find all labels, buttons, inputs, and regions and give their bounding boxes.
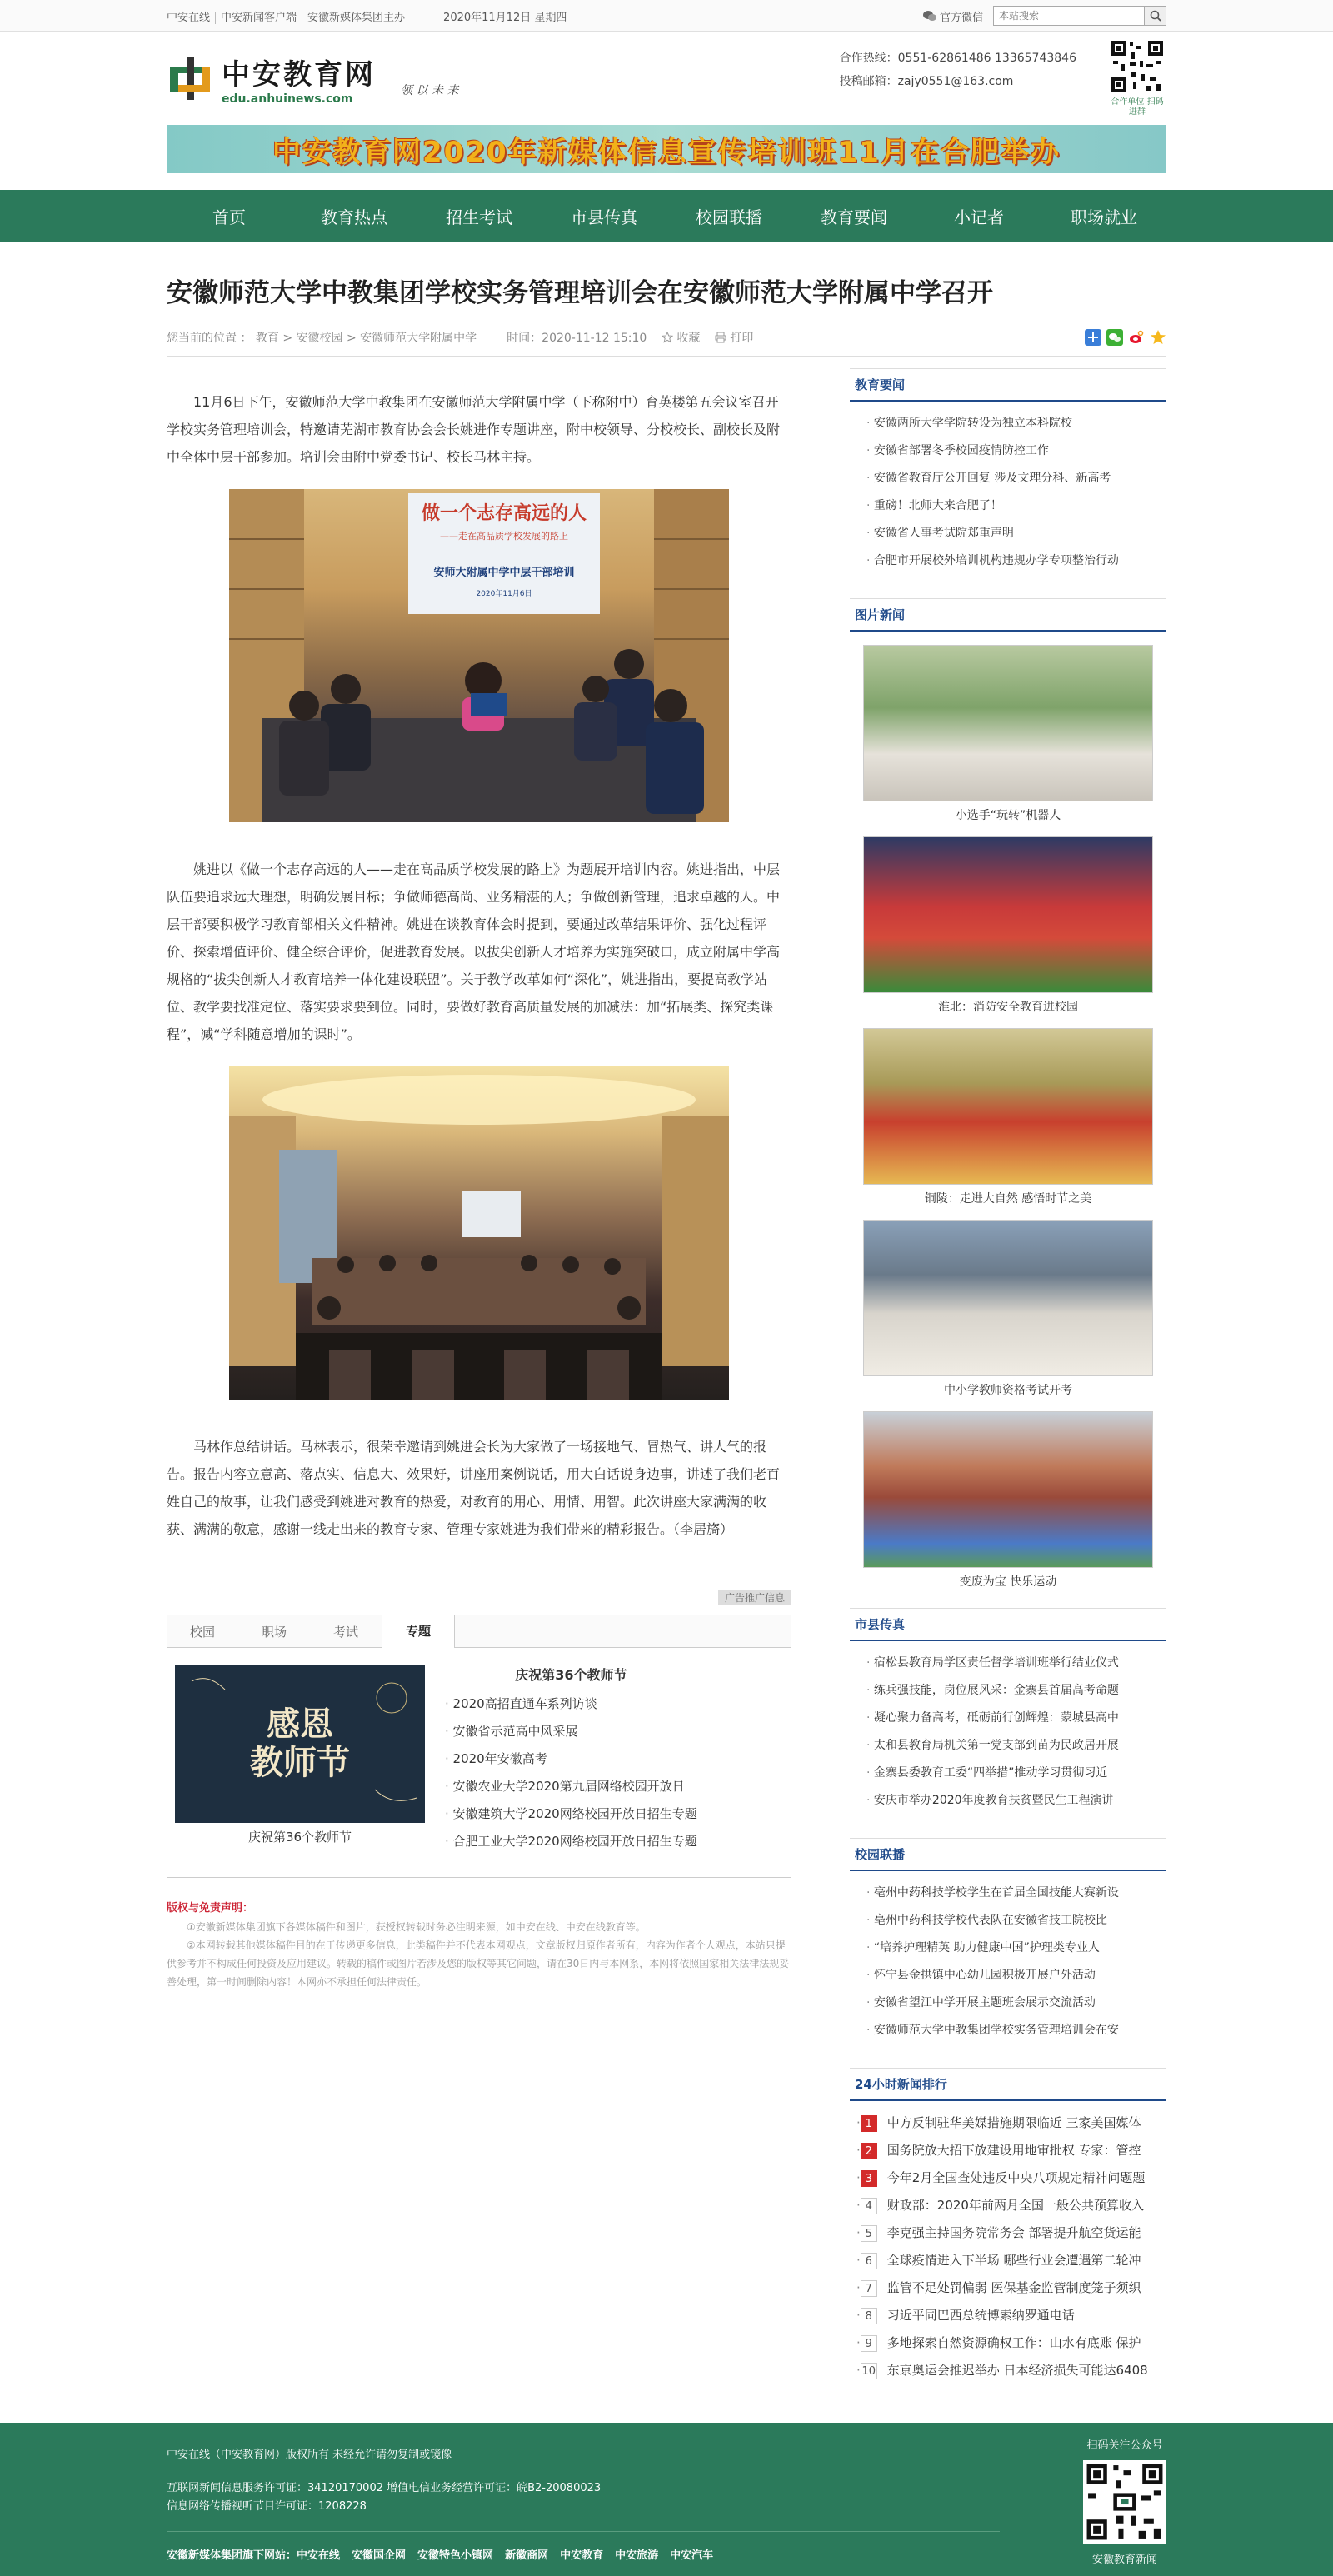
logo-mark-icon: [167, 55, 213, 102]
list-item[interactable]: · 怀宁县金拱镇中心幼儿园积极开展户外活动: [866, 1962, 1166, 1989]
footer-qr-title: 扫码关注公众号: [1086, 2439, 1163, 2452]
rank-item[interactable]: [850, 2164, 1166, 2192]
section-title-pic-news[interactable]: 图片新闻: [850, 598, 1166, 632]
list-item[interactable]: · 太和县教育局机关第一党支部到苗为民政居开展: [866, 1732, 1166, 1760]
main-nav: [0, 190, 1333, 242]
wechat-label: 官方微信: [939, 11, 983, 24]
section-title-rank: 24小时新闻排行: [850, 2068, 1166, 2101]
ad-tag-label: 广告推广信息: [718, 1590, 791, 1605]
list-item[interactable]: · 安徽两所大学学院转设为独立本科院校: [866, 410, 1166, 437]
topic-image-caption[interactable]: 庆祝第36个教师节: [247, 1830, 352, 1845]
rank-item[interactable]: [850, 2247, 1166, 2274]
list-item[interactable]: · 亳州中药科技学校代表队在安徽省技工院校比: [866, 1907, 1166, 1934]
list-item[interactable]: · 合肥市开展校外培训机构违规办学专项整治行动: [866, 547, 1166, 575]
topic-image-line1: 感恩: [267, 1705, 333, 1744]
topic-item[interactable]: · 安徽建筑大学2020网络校园开放日招生专题: [445, 1800, 697, 1828]
print-icon: [715, 332, 726, 343]
list-item[interactable]: · 安徽省部署冬季校园疫情防控工作: [866, 437, 1166, 465]
footer-link[interactable]: 中安旅游: [615, 2549, 659, 2562]
photo1-slide-footer: 安师大附属中学中层干部培训: [433, 567, 575, 579]
pic-news-item[interactable]: [863, 1028, 1153, 1206]
pic-news-caption: 中小学教师资格考试开考: [944, 1384, 1072, 1397]
tab-campus[interactable]: 校园: [190, 1624, 216, 1640]
topic-item[interactable]: · 安徽省示范高中风采展: [445, 1718, 697, 1745]
footer-qr-caption: 安徽教育新闻: [1091, 2554, 1157, 2566]
topic-image[interactable]: [175, 1665, 425, 1823]
rank-item[interactable]: [850, 2192, 1166, 2219]
pic-news-image: [863, 1028, 1153, 1185]
article-photo-1: [229, 489, 729, 822]
rank-item[interactable]: [850, 2137, 1166, 2164]
rank-item[interactable]: [850, 2302, 1166, 2329]
topic-item[interactable]: · 2020年安徽高考: [445, 1745, 697, 1773]
footer-link[interactable]: 新徽商网: [505, 2549, 549, 2562]
footer-license: 互联网新闻信息服务许可证：34120170002 增值电信业务经营许可证：皖B2-20080023: [167, 2482, 602, 2494]
nav-edu-hot[interactable]: 教育热点: [321, 207, 387, 227]
footer-link[interactable]: 安徽国企网: [352, 2549, 407, 2562]
article-paragraph: 马林作总结讲话。马林表示，很荣幸邀请到姚进会长为大家做了一场接地气、冒热气、讲人气的报告。报告内容立意高、落点实、信息大、效果好，讲座用案例说话，用大白话说身边事，讲述了我们老百姓自己的故事，让我们感受到姚进对教育的热爱，对教育的用心、用情、用智。此次讲座大家满满的收获、满满的敬意，感谢一线走出来的教育专家、管理专家姚进为我们带来的精彩报告。（李居旖）: [167, 1439, 781, 1537]
header-qr-caption: 合作单位 扫码进群: [1111, 97, 1164, 117]
article-paragraph: 11月6日下午，安徽师范大学中教集团在安徽师范大学附属中学（下称附中）育英楼第五会议室召开学校实务管理培训会，特邀请芜湖市教育协会会长姚进作专题讲座，附中校领导、分校校长、副校长及附中全体中层干部参加。培训会由附中党委书记、校长马林主持。: [167, 394, 781, 465]
tab-career[interactable]: 职场: [262, 1624, 287, 1640]
rank-item[interactable]: [850, 2274, 1166, 2302]
section-title-city[interactable]: 市县传真: [850, 1608, 1166, 1641]
rank-item[interactable]: [850, 2109, 1166, 2137]
logo-title: 中安教育网: [222, 57, 376, 92]
footer: [0, 2423, 1333, 2576]
star-icon: [662, 332, 673, 343]
pic-news-image: [863, 645, 1153, 801]
site-logo[interactable]: [167, 52, 458, 106]
wechat-link[interactable]: [923, 8, 983, 24]
search-box: [993, 6, 1166, 26]
footer-link[interactable]: 中安在线: [297, 2549, 341, 2562]
pic-news-caption: 淮北：消防安全教育进校园: [938, 1001, 1078, 1014]
list-item[interactable]: · 凝心聚力备高考，砥砺前行创辉煌：蒙城县高中: [866, 1705, 1166, 1732]
pic-news-caption: 铜陵：走进大自然 感悟时节之美: [924, 1192, 1092, 1206]
topic-tabs: [167, 1615, 791, 1648]
rank-title: 习近平同巴西总统博索纳罗通电话: [886, 2308, 1075, 2323]
qr-code-icon: [1110, 39, 1165, 94]
logo-domain: edu.anhuinews.com: [222, 92, 353, 106]
topbar-link-client[interactable]: 中安新闻客户端: [216, 12, 302, 24]
section-title-edu-news[interactable]: 教育要闻: [850, 368, 1166, 402]
footer-links: [167, 2531, 1000, 2565]
pic-news-item[interactable]: [863, 836, 1153, 1015]
pic-news-item[interactable]: [863, 645, 1153, 823]
photo1-slide-date: 2020年11月6日: [476, 590, 532, 598]
pic-news-item[interactable]: [863, 1411, 1153, 1590]
rank-item[interactable]: [850, 2357, 1166, 2384]
rank-title: 国务院放大招下放建设用地审批权 专家：管控: [886, 2143, 1141, 2158]
nav-campus[interactable]: 校园联播: [696, 207, 762, 227]
topbar-link-zaol[interactable]: 中安在线: [167, 12, 216, 24]
print-button[interactable]: [715, 329, 753, 346]
rank-title: 多地探索自然资源确权工作：山水有底账 保护: [886, 2335, 1141, 2350]
article-photo-2: [229, 1066, 729, 1400]
list-item[interactable]: · 安徽省望江中学开展主题班会展示交流活动: [866, 1989, 1166, 2017]
rank-number: · 3: [861, 2170, 877, 2187]
photo1-slide-title: 做一个志存高远的人: [421, 503, 587, 524]
campus-news-list: [850, 1871, 1166, 2049]
list-item[interactable]: · 重磅！北师大来合肥了！: [866, 492, 1166, 520]
pic-news-image: [863, 1411, 1153, 1568]
search-input[interactable]: [994, 7, 1144, 25]
footer-link[interactable]: 中安教育: [560, 2549, 604, 2562]
pic-news-caption: 变废为宝 快乐运动: [959, 1575, 1057, 1589]
rank-number: · 7: [861, 2280, 877, 2297]
print-label: 打印: [730, 332, 754, 345]
topbar-link-host[interactable]: 安徽新媒体集团主办: [307, 11, 406, 24]
topic-item[interactable]: · 合肥工业大学2020网络校园开放日招生专题: [445, 1828, 697, 1855]
wechat-icon: [923, 10, 936, 22]
disclaimer-title: 版权与免责声明：: [167, 1902, 254, 1915]
rank-item[interactable]: [850, 2219, 1166, 2247]
search-icon: [1150, 10, 1161, 22]
nav-career[interactable]: 职场就业: [1071, 207, 1137, 227]
section-title-campus[interactable]: 校园联播: [850, 1838, 1166, 1871]
rank-title: 李克强主持国务院常务会 部署提升航空货运能: [886, 2225, 1141, 2240]
disclaimer-text: ②本网转载其他媒体稿件目的在于传递更多信息，此类稿件并不代表本网观点，文章版权归原作者所有，内容为作者个人观点，本站只提供参考并不构成任何投资及应用建议。转载的稿件或图片若涉及您的版权等其它问题，请在30日内与本网系，本网将依照国家相关法律法规妥善处理，第一时间删除内容！本网亦不承担任何法律责任。: [167, 1939, 790, 1988]
photo1-slide-subtitle: ——走在高品质学校发展的路上: [440, 531, 568, 542]
footer-copyright: 中安在线（中安教育网）版权所有 未经允许请勿复制或镜像: [167, 2449, 452, 2461]
rank-number: · 5: [861, 2225, 877, 2242]
share-qzone-icon[interactable]: [1150, 329, 1166, 346]
pic-news-caption: 小选手“玩转”机器人: [955, 809, 1061, 822]
nav-home[interactable]: 首页: [212, 207, 246, 227]
topic-title[interactable]: 庆祝第36个教师节: [515, 1667, 627, 1683]
favorite-label: 收藏: [676, 332, 701, 345]
promo-banner[interactable]: [167, 125, 1166, 173]
list-item[interactable]: · 安庆市举办2020年度教育扶贫暨民生工程演讲: [866, 1787, 1166, 1815]
list-item[interactable]: · 宿松县教育局学区责任督学培训班举行结业仪式: [866, 1650, 1166, 1677]
rank-title: 财政部：2020年前两月全国一般公共预算收入: [886, 2198, 1144, 2213]
pic-news-image: [863, 836, 1153, 993]
list-item[interactable]: · 安徽省人事考试院郑重声明: [866, 520, 1166, 547]
rank-title: 东京奥运会推迟举办 日本经济损失可能达6408: [886, 2363, 1148, 2378]
rank-number: · 8: [861, 2308, 877, 2324]
share-plus-icon[interactable]: [1085, 329, 1101, 346]
pic-news-image: [863, 1220, 1153, 1376]
tab-exam[interactable]: 考试: [333, 1624, 359, 1640]
ad-tag: [167, 1590, 791, 1605]
list-item[interactable]: · 练兵强技能，岗位展风采：金寨县首届高考命题: [866, 1677, 1166, 1705]
rank-title: 监管不足处罚偏弱 医保基金监管制度笼子须织: [886, 2280, 1141, 2295]
favorite-button[interactable]: [662, 329, 700, 346]
disclaimer-text: ①安徽新媒体集团旗下各媒体稿件和图片，获授权转载时务必注明来源，如中安在线、中安在线教育等。: [187, 1921, 646, 1933]
topbar-date: 2020年11月12日 星期四: [443, 11, 567, 24]
topbar: [0, 0, 1333, 32]
city-news-list: [850, 1641, 1166, 1820]
tab-special[interactable]: 专题: [382, 1615, 455, 1648]
promo-banner-text: 中安教育网2020年新媒体信息宣传培训班11月在合肥举办: [272, 135, 1061, 169]
rank-item[interactable]: [850, 2329, 1166, 2357]
rank-title: 中方反制驻华美媒措施期限临近 三家美国媒体: [886, 2115, 1141, 2130]
publish-time: 时间：2020-11-12 15:10: [507, 332, 647, 345]
rank-title: 今年2月全国查处违反中央八项规定精神问题题: [886, 2170, 1146, 2185]
share-wechat-icon[interactable]: [1106, 329, 1123, 346]
rank-title: 全球疫情进入下半场 哪些行业会遭遇第二轮冲: [886, 2253, 1141, 2268]
nav-city[interactable]: 市县传真: [571, 207, 637, 227]
footer-license-av: 信息网络传播视听节目许可证：1208228: [167, 2500, 367, 2513]
rank-number: · 6: [861, 2253, 877, 2269]
nav-admission[interactable]: 招生考试: [446, 207, 512, 227]
nav-edu-news[interactable]: 教育要闻: [821, 207, 887, 227]
nav-reporter[interactable]: 小记者: [954, 207, 1004, 227]
search-button[interactable]: [1144, 7, 1166, 25]
footer-link[interactable]: 中安汽车: [670, 2549, 714, 2562]
article-title: 安徽师范大学中教集团学校实务管理培训会在安徽师范大学附属中学召开: [167, 278, 993, 308]
list-item[interactable]: · 金寨县委教育工委“四举措”推动学习贯彻习近: [866, 1760, 1166, 1787]
list-item[interactable]: · 安徽省教育厅公开回复 涉及文理分科、新高考: [866, 465, 1166, 492]
article-paragraph: 姚进以《做一个志存高远的人——走在高品质学校发展的路上》为题展开培训内容。姚进指出，中层队伍要追求远大理想，明确发展目标；争做师德高尚、业务精湛的人；争做创新管理，追求卓越的人。中层干部要积极学习教育部相关文件精神。姚进在谈教育体会时提到，要通过改革结果评价、强化过程评价、探索增值评价、健全综合评价，促进教育发展。以拔尖创新人才培养为实施突破口，成立附属中学高规格的“拔尖创新人才教育培养一体化建设联盟”。关于教学改革如何“深化”，姚进指出，要提高教学站位、教学要找准定位、落实要求要到位。同时，要做好教育高质量发展的加减法：加“拓展类、探究类课程”，减“学科随意增加的课时”。: [167, 861, 781, 1042]
rank-number: · 9: [861, 2335, 877, 2352]
list-item[interactable]: · 亳州中药科技学校学生在首届全国技能大赛新设: [866, 1880, 1166, 1907]
topic-panel: [167, 1665, 791, 1878]
header-qr: [1108, 39, 1166, 117]
footer-links-label: 安徽新媒体集团旗下网站：: [167, 2549, 297, 2562]
breadcrumb[interactable]: 您当前的位置 ： 教育 > 安徽校园 > 安徽师范大学附属中学: [167, 332, 477, 345]
sidebar: [850, 368, 1166, 2389]
rank-number: · 10: [861, 2363, 877, 2379]
rank-number: · 1: [861, 2115, 877, 2132]
topic-image-line2: 教师节: [250, 1743, 350, 1782]
footer-qr: [1083, 2423, 1166, 2566]
contact-info: [840, 47, 1076, 93]
edu-news-list: [850, 402, 1166, 580]
footer-link[interactable]: 安徽特色小镇网: [417, 2549, 494, 2562]
article-meta: [167, 329, 1166, 357]
disclaimer: [167, 1900, 791, 1991]
topic-item[interactable]: · 安徽农业大学2020第九届网络校园开放日: [445, 1773, 697, 1800]
list-item[interactable]: · “培养护理精英 助力健康中国”护理类专业人: [866, 1934, 1166, 1962]
qr-code-icon: [1083, 2460, 1166, 2544]
list-item[interactable]: · 安徽师范大学中教集团学校实务管理培训会在安: [866, 2017, 1166, 2044]
hotline: 合作热线：0551-62861486 13365743846: [839, 52, 1076, 65]
logo-signature: 领 以 未 来: [401, 84, 459, 97]
rank-list: [850, 2101, 1166, 2389]
pic-news-item[interactable]: [863, 1220, 1153, 1398]
header: [0, 32, 1333, 125]
rank-number: · 4: [861, 2198, 877, 2214]
article-body: [167, 388, 791, 1543]
rank-number: · 2: [861, 2143, 877, 2159]
email: 投稿邮箱：zajy0551@163.com: [839, 75, 1014, 88]
topic-item[interactable]: · 2020高招直通车系列访谈: [445, 1690, 697, 1718]
share-weibo-icon[interactable]: [1128, 329, 1145, 346]
topbar-links: [167, 8, 410, 24]
share-buttons: [1085, 329, 1166, 346]
